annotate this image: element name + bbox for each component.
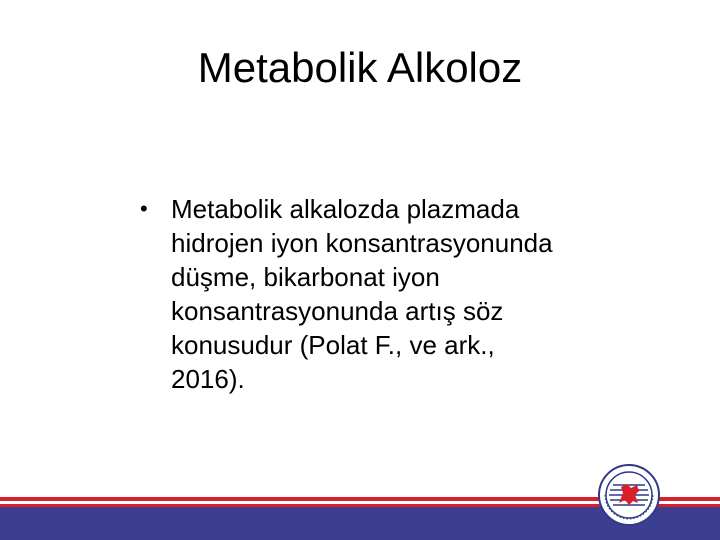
bullet-line: konsantrasyonunda artış söz [171, 296, 504, 326]
slide-title: Metabolik Alkoloz [197, 44, 523, 91]
bullet-line: düşme, bikarbonat iyon [171, 262, 440, 292]
bullet-line: Metabolik alkalozda plazmada [171, 194, 520, 224]
bullet-item [140, 192, 610, 396]
bullet-line: 2016). [171, 364, 245, 394]
slide-content [140, 192, 610, 396]
bullet-line: hidrojen iyon konsantrasyonunda [171, 228, 553, 258]
bullet-marker: • [140, 196, 148, 221]
university-seal-icon [597, 463, 661, 527]
bullet-line: konusudur (Polat F., ve ark., [171, 330, 495, 360]
